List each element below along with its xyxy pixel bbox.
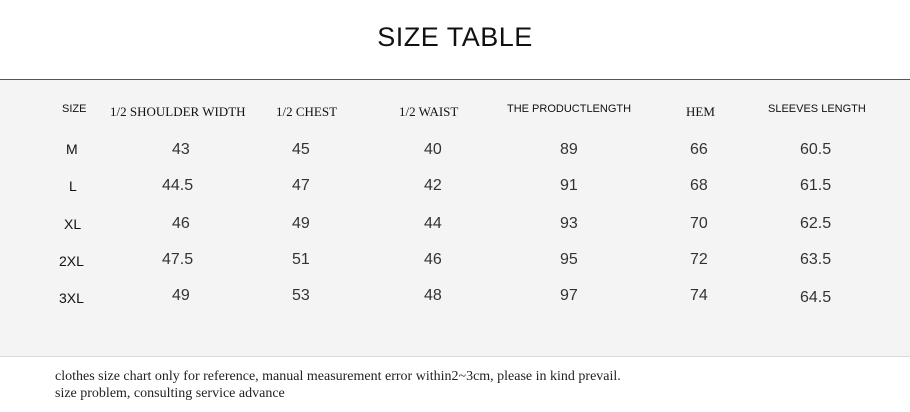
cell-hem: 68 (690, 177, 708, 194)
cell-hem: 72 (690, 251, 708, 268)
row-size: XL (64, 216, 82, 232)
cell-length: 91 (560, 177, 578, 194)
cell-length: 93 (560, 215, 578, 232)
row-size: 3XL (59, 290, 84, 306)
consulting-note: size problem, consulting service advance (55, 386, 285, 401)
cell-length: 97 (560, 287, 578, 304)
header-waist: 1/2 WAIST (399, 104, 459, 119)
cell-waist: 48 (424, 287, 442, 304)
size-table (0, 79, 910, 357)
header-hem: HEM (686, 104, 715, 119)
cell-sleeves: 60.5 (800, 141, 832, 158)
row-size: M (66, 141, 78, 157)
header-sleeves-length: SLEEVES LENGTH (768, 103, 866, 115)
header-size: SIZE (62, 103, 87, 115)
cell-shoulder: 49 (172, 287, 190, 304)
cell-shoulder: 44.5 (162, 177, 194, 194)
cell-sleeves: 61.5 (800, 177, 832, 194)
cell-hem: 70 (690, 215, 708, 232)
cell-chest: 47 (292, 177, 310, 194)
cell-sleeves: 63.5 (800, 251, 832, 268)
cell-length: 95 (560, 251, 578, 268)
cell-chest: 53 (292, 287, 310, 304)
header-product-length: THE PRODUCTLENGTH (507, 103, 632, 115)
page-title: SIZE TABLE (377, 22, 533, 52)
cell-hem: 74 (690, 287, 708, 304)
header-shoulder-width: 1/2 SHOULDER WIDTH (110, 104, 246, 119)
cell-hem: 66 (690, 141, 708, 158)
cell-waist: 44 (424, 215, 442, 232)
cell-chest: 49 (292, 215, 310, 232)
cell-chest: 51 (292, 251, 310, 268)
reference-note: clothes size chart only for reference, manual measurement error within2~3cm, please in kind prevail. (55, 369, 621, 384)
row-size: L (69, 178, 77, 194)
row-size: 2XL (59, 253, 84, 269)
header-chest: 1/2 CHEST (276, 104, 338, 119)
cell-waist: 46 (424, 251, 442, 268)
cell-sleeves: 62.5 (800, 215, 832, 232)
cell-waist: 40 (424, 141, 442, 158)
cell-shoulder: 46 (172, 215, 190, 232)
cell-waist: 42 (424, 177, 442, 194)
cell-chest: 45 (292, 141, 310, 158)
cell-sleeves: 64.5 (800, 289, 832, 306)
cell-shoulder: 43 (172, 141, 190, 158)
cell-length: 89 (560, 141, 578, 158)
cell-shoulder: 47.5 (162, 251, 194, 268)
